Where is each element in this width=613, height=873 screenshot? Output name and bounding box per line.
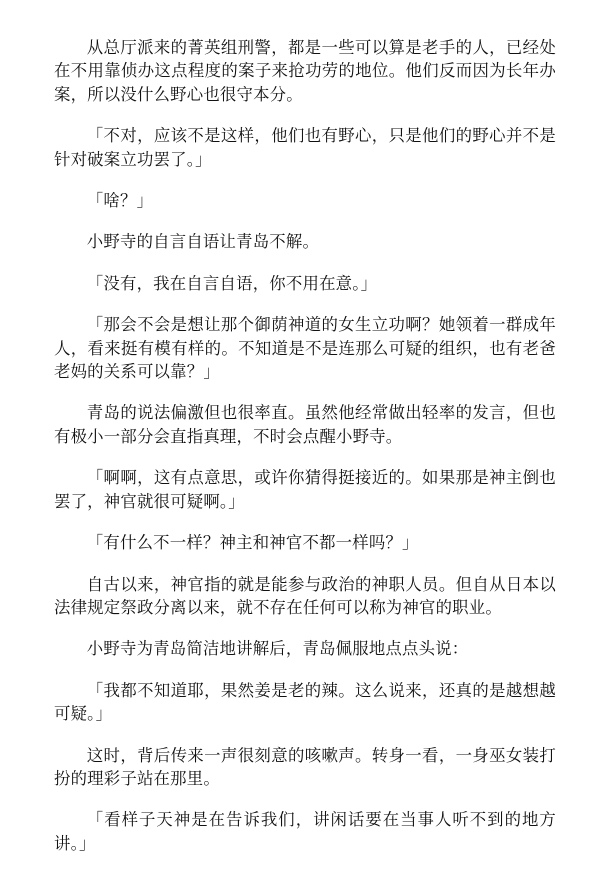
- paragraph: 小野寺为青岛简洁地讲解后，青岛佩服地点点头说：: [86, 639, 469, 659]
- paragraph: 「看样子天神是在告诉我们，讲闲话要在当事人听不到的地方讲。」: [54, 810, 556, 853]
- paragraph: 「我都不知道耶，果然姜是老的辣。这么说来，还真的是越想越可疑。」: [54, 680, 556, 724]
- paragraph: 从总厅派来的菁英组刑警，都是一些可以算是老手的人，已经处在不用靠侦办这点程度的案子来抢功劳的地位。他们反而因为长年办案，所以没什么野心也很守本分。: [54, 38, 556, 104]
- document-body: [54, 36, 556, 873]
- paragraph: 自古以来，神官指的就是能参与政治的神职人员。但自从日本以法律规定祭政分离以来，就不存在任何可以称为神官的职业。: [54, 574, 556, 617]
- paragraph: 「啊啊，这有点意思，或许你猜得挺接近的。如果那是神主倒也罢了，神官就很可疑啊。」: [54, 468, 556, 511]
- paragraph: 这时，背后传来一声很刻意的咳嗽声。转身一看，一身巫女装打扮的理彩子站在那里。: [54, 745, 556, 788]
- paragraph: 青岛的说法偏激但也很率直。虽然他经常做出轻率的发言，但也有极小一部分会直指真理，不时会点醒小野寺。: [54, 403, 556, 446]
- paragraph: 「那会不会是想让那个御荫神道的女生立功啊？她领着一群成年人，看来挺有模有样的。不知道是不是连那么可疑的组织，也有老爸老妈的关系可以靠？」: [54, 315, 556, 382]
- paragraph: 「有什么不一样？神主和神官不都一样吗？」: [86, 533, 419, 553]
- paragraph: 「啥？」: [86, 191, 154, 211]
- paragraph: 「不对，应该不是这样，他们也有野心，只是他们的野心并不是针对破案立功罢了。」: [54, 126, 556, 169]
- paragraph: 小野寺的自言自语让青岛不解。: [86, 232, 320, 252]
- paragraph: 「没有，我在自言自语，你不用在意。」: [86, 273, 378, 293]
